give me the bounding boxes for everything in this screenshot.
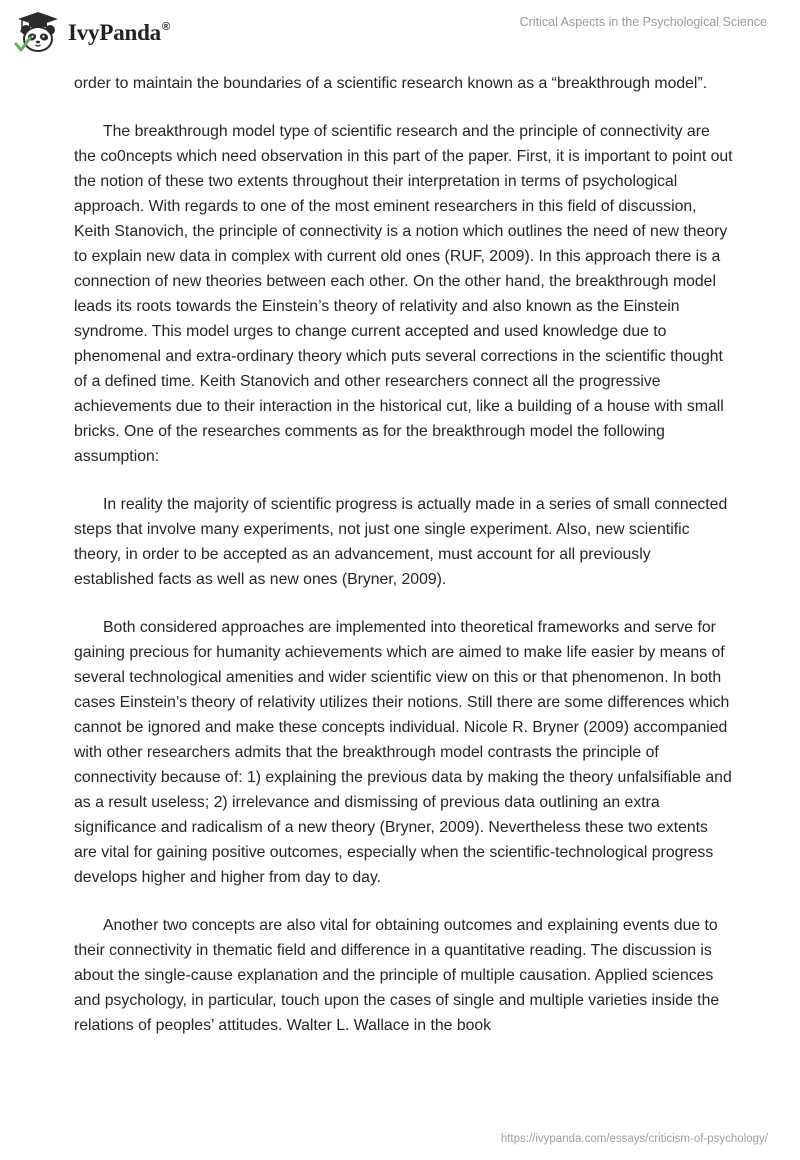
panda-graduate-icon — [14, 10, 62, 54]
essay-body — [74, 71, 734, 1061]
document-title: Critical Aspects in the Psychological Science — [519, 15, 767, 29]
page-header — [0, 0, 800, 64]
paragraph: Both considered approaches are implemented into theoretical frameworks and serve for gaining precious for humanity achievements which are aimed to make life easier by means of several technological amenities and wider scientific view on this or that phenomenon. In both cases Einstein’s theory of relativity utilizes their notions. Still there are some differences which cannot be ignored and make these concepts individual. Nicole R. Bryner (2009) accompanied with other researchers admits that the breakthrough model contrasts the principle of connectivity because of: 1) explaining the previous data by making the theory unfalsifiable and as a result useless; 2) irrelevance and dismissing of previous data outlining an extra significance and radicalism of a new theory (Bryner, 2009). Nevertheless these two extents are vital for gaining positive outcomes, especially when the scientific-technological progress develops higher and higher from day to day. — [74, 619, 732, 886]
ivypanda-logo[interactable] — [14, 10, 170, 54]
paragraph: The breakthrough model type of scientific research and the principle of connectivity are the co0ncepts which need observation in this part of the paper. First, it is important to point out the notion of these two extents throughout their interpretation in terms of psychological approach. With regards to one of the most eminent researchers in this field of discussion, Keith Stanovich, the principle of connectivity is a notion which outlines the need of new theory to explain new data in complex with current old ones (RUF, 2009). In this approach there is a connection of new theories between each other. On the other hand, the breakthrough model leads its roots towards the Einstein’s theory of relativity and also known as the Einstein syndrome. This model urges to change current accepted and used knowledge due to phenomenal and extra-ordinary theory which puts several corrections in the scientific thought of a defined time. Keith Stanovich and other researchers connect all the progressive achievements due to their interaction in the historical cut, like a building of a house with small bricks. One of the researches comments as for the breakthrough model the following assumption: — [74, 123, 733, 465]
registered-mark: ® — [161, 21, 170, 33]
paragraph: Another two concepts are also vital for obtaining outcomes and explaining events due to their connectivity in thematic field and difference in a quantitative reading. The discussion is about the single-cause explanation and the principle of multiple causation. Applied sciences and psychology, in particular, touch upon the cases of single and multiple varieties inside the relations of peoples’ attitudes. Walter L. Wallace in the book — [74, 917, 720, 1034]
paragraph: order to maintain the boundaries of a scientific research known as a “breakthrough model”. — [74, 75, 708, 92]
brand-name: IvyPanda® — [68, 20, 170, 45]
block-quote: In reality the majority of scientific progress is actually made in a series of small connected steps that involve many experiments, not just one single experiment. Also, new scientific theory, in order to be accepted as an advancement, must account for all previously established facts as well as new ones (Bryner, 2009). — [74, 496, 728, 588]
source-url[interactable]: https://ivypanda.com/essays/criticism-of-psychology/ — [500, 1133, 768, 1145]
